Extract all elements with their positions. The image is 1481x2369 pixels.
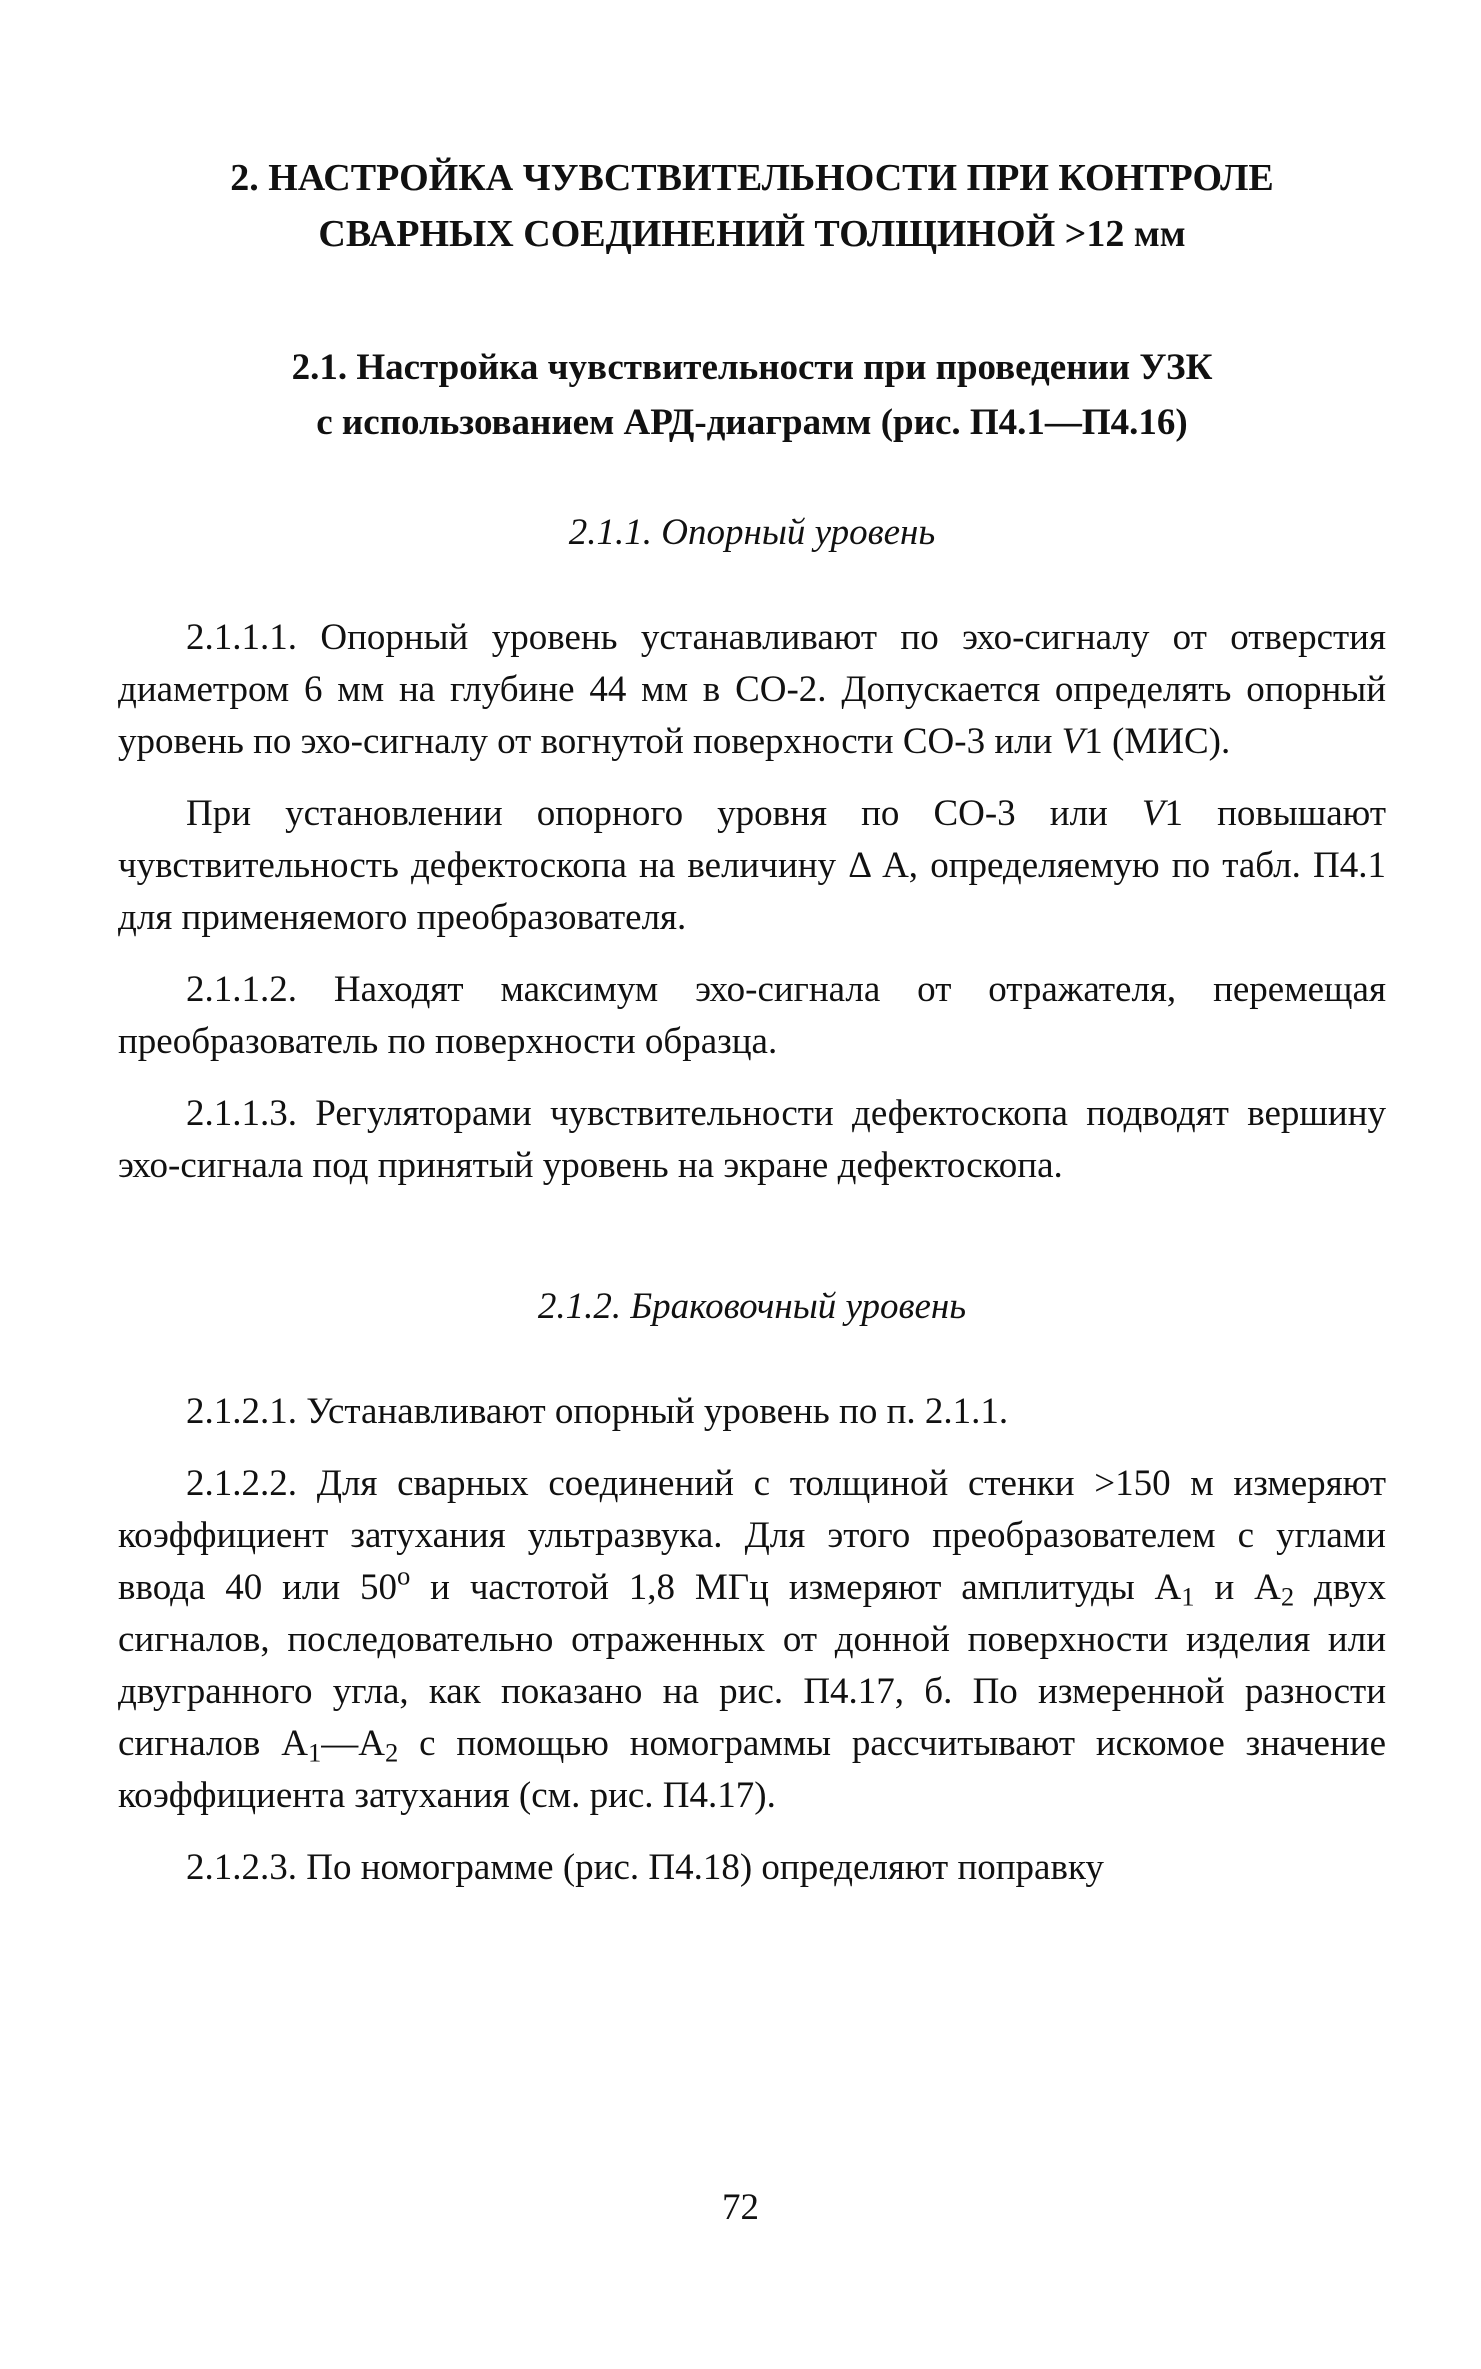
paragraph-reference-correction — [118, 788, 1386, 944]
paragraph-text: 2.1.2.2. Для сварных соединений с толщиной стенки >150 м измеряют коэффициент затухания ультразвука. Для этого преобразователем с углами ввода 40 или 50 — [118, 1463, 1386, 1608]
subheading — [118, 340, 1386, 450]
main-heading-line-1: 2. НАСТРОЙКА ЧУВСТВИТЕЛЬНОСТИ ПРИ КОНТРОЛЕ — [230, 157, 1274, 199]
paragraph-text-end: 1 (МИС). — [1084, 721, 1231, 762]
degree-superscript: о — [397, 1560, 411, 1591]
paragraph-text: 2.1.1.1. Опорный уровень устанавливают по эхо-сигналу от отверстия диаметром 6 мм на глубине 44 мм в СО-2. Допускается определять опорный уровень по эхо-сигналу от вогнутой поверхности СО-3 или — [118, 617, 1386, 762]
subheading-line-2: с использованием АРД-диаграмм (рис. П4.1—П4.16) — [316, 402, 1188, 443]
paragraph-2-1-1-1 — [118, 612, 1386, 768]
document-page — [118, 150, 1386, 1894]
paragraph-text: —А — [321, 1723, 385, 1764]
paragraph-italic-v: V — [1141, 793, 1165, 834]
paragraph-text: двух сигналов, последовательно отраженных от донной поверхности изделия или двугранного угла, как показано на рис. П4.17, б. По измеренной разности сигналов А — [118, 1567, 1387, 1764]
subheading-line-1: 2.1. Настройка чувствительности при проведении УЗК — [291, 347, 1213, 388]
page-number: 72 — [722, 2187, 759, 2228]
paragraph-2-1-2-3: 2.1.2.3. По номограмме (рис. П4.18) определяют поправку — [186, 1847, 1104, 1888]
subscript-1: 1 — [307, 1737, 322, 1768]
subscript-2: 2 — [1280, 1581, 1295, 1612]
paragraph-text: и частотой 1,8 МГц измеряют амплитуды А — [410, 1567, 1182, 1608]
paragraph-2-1-1-3: 2.1.1.3. Регуляторами чувствительности дефектоскопа подводят вершину эхо-сигнала под принятый уровень на экране дефектоскопа. — [118, 1093, 1386, 1186]
paragraph-italic-v: V — [1061, 721, 1085, 762]
paragraph-2-1-2-1: 2.1.2.1. Устанавливают опорный уровень по п. 2.1.1. — [186, 1391, 1009, 1432]
subscript-2: 2 — [384, 1737, 399, 1768]
section-title-rejection-level: 2.1.2. Браковочный уровень — [537, 1286, 967, 1327]
main-heading — [118, 150, 1386, 262]
main-heading-line-2: СВАРНЫХ СОЕДИНЕНИЙ ТОЛЩИНОЙ >12 мм — [318, 213, 1186, 255]
paragraph-text: с помощью номограммы рассчитывают искомое значение коэффициента затухания (см. рис. П4.17). — [118, 1723, 1386, 1816]
section-title-reference-level: 2.1.1. Опорный уровень — [568, 512, 936, 553]
paragraph-text: и А — [1194, 1567, 1281, 1608]
subscript-1: 1 — [1181, 1581, 1195, 1612]
paragraph-text: При установлении опорного уровня по СО-3 или — [186, 793, 1142, 834]
paragraph-2-1-2-2 — [118, 1458, 1386, 1822]
paragraph-2-1-1-2: 2.1.1.2. Находят максимум эхо-сигнала от отражателя, перемещая преобразователь по поверхности образца. — [118, 969, 1386, 1062]
paragraph-text-end: 1 повышают чувствительность дефектоскопа на величину Δ А, определяемую по табл. П4.1 для применяемого преобразователя. — [118, 793, 1386, 938]
